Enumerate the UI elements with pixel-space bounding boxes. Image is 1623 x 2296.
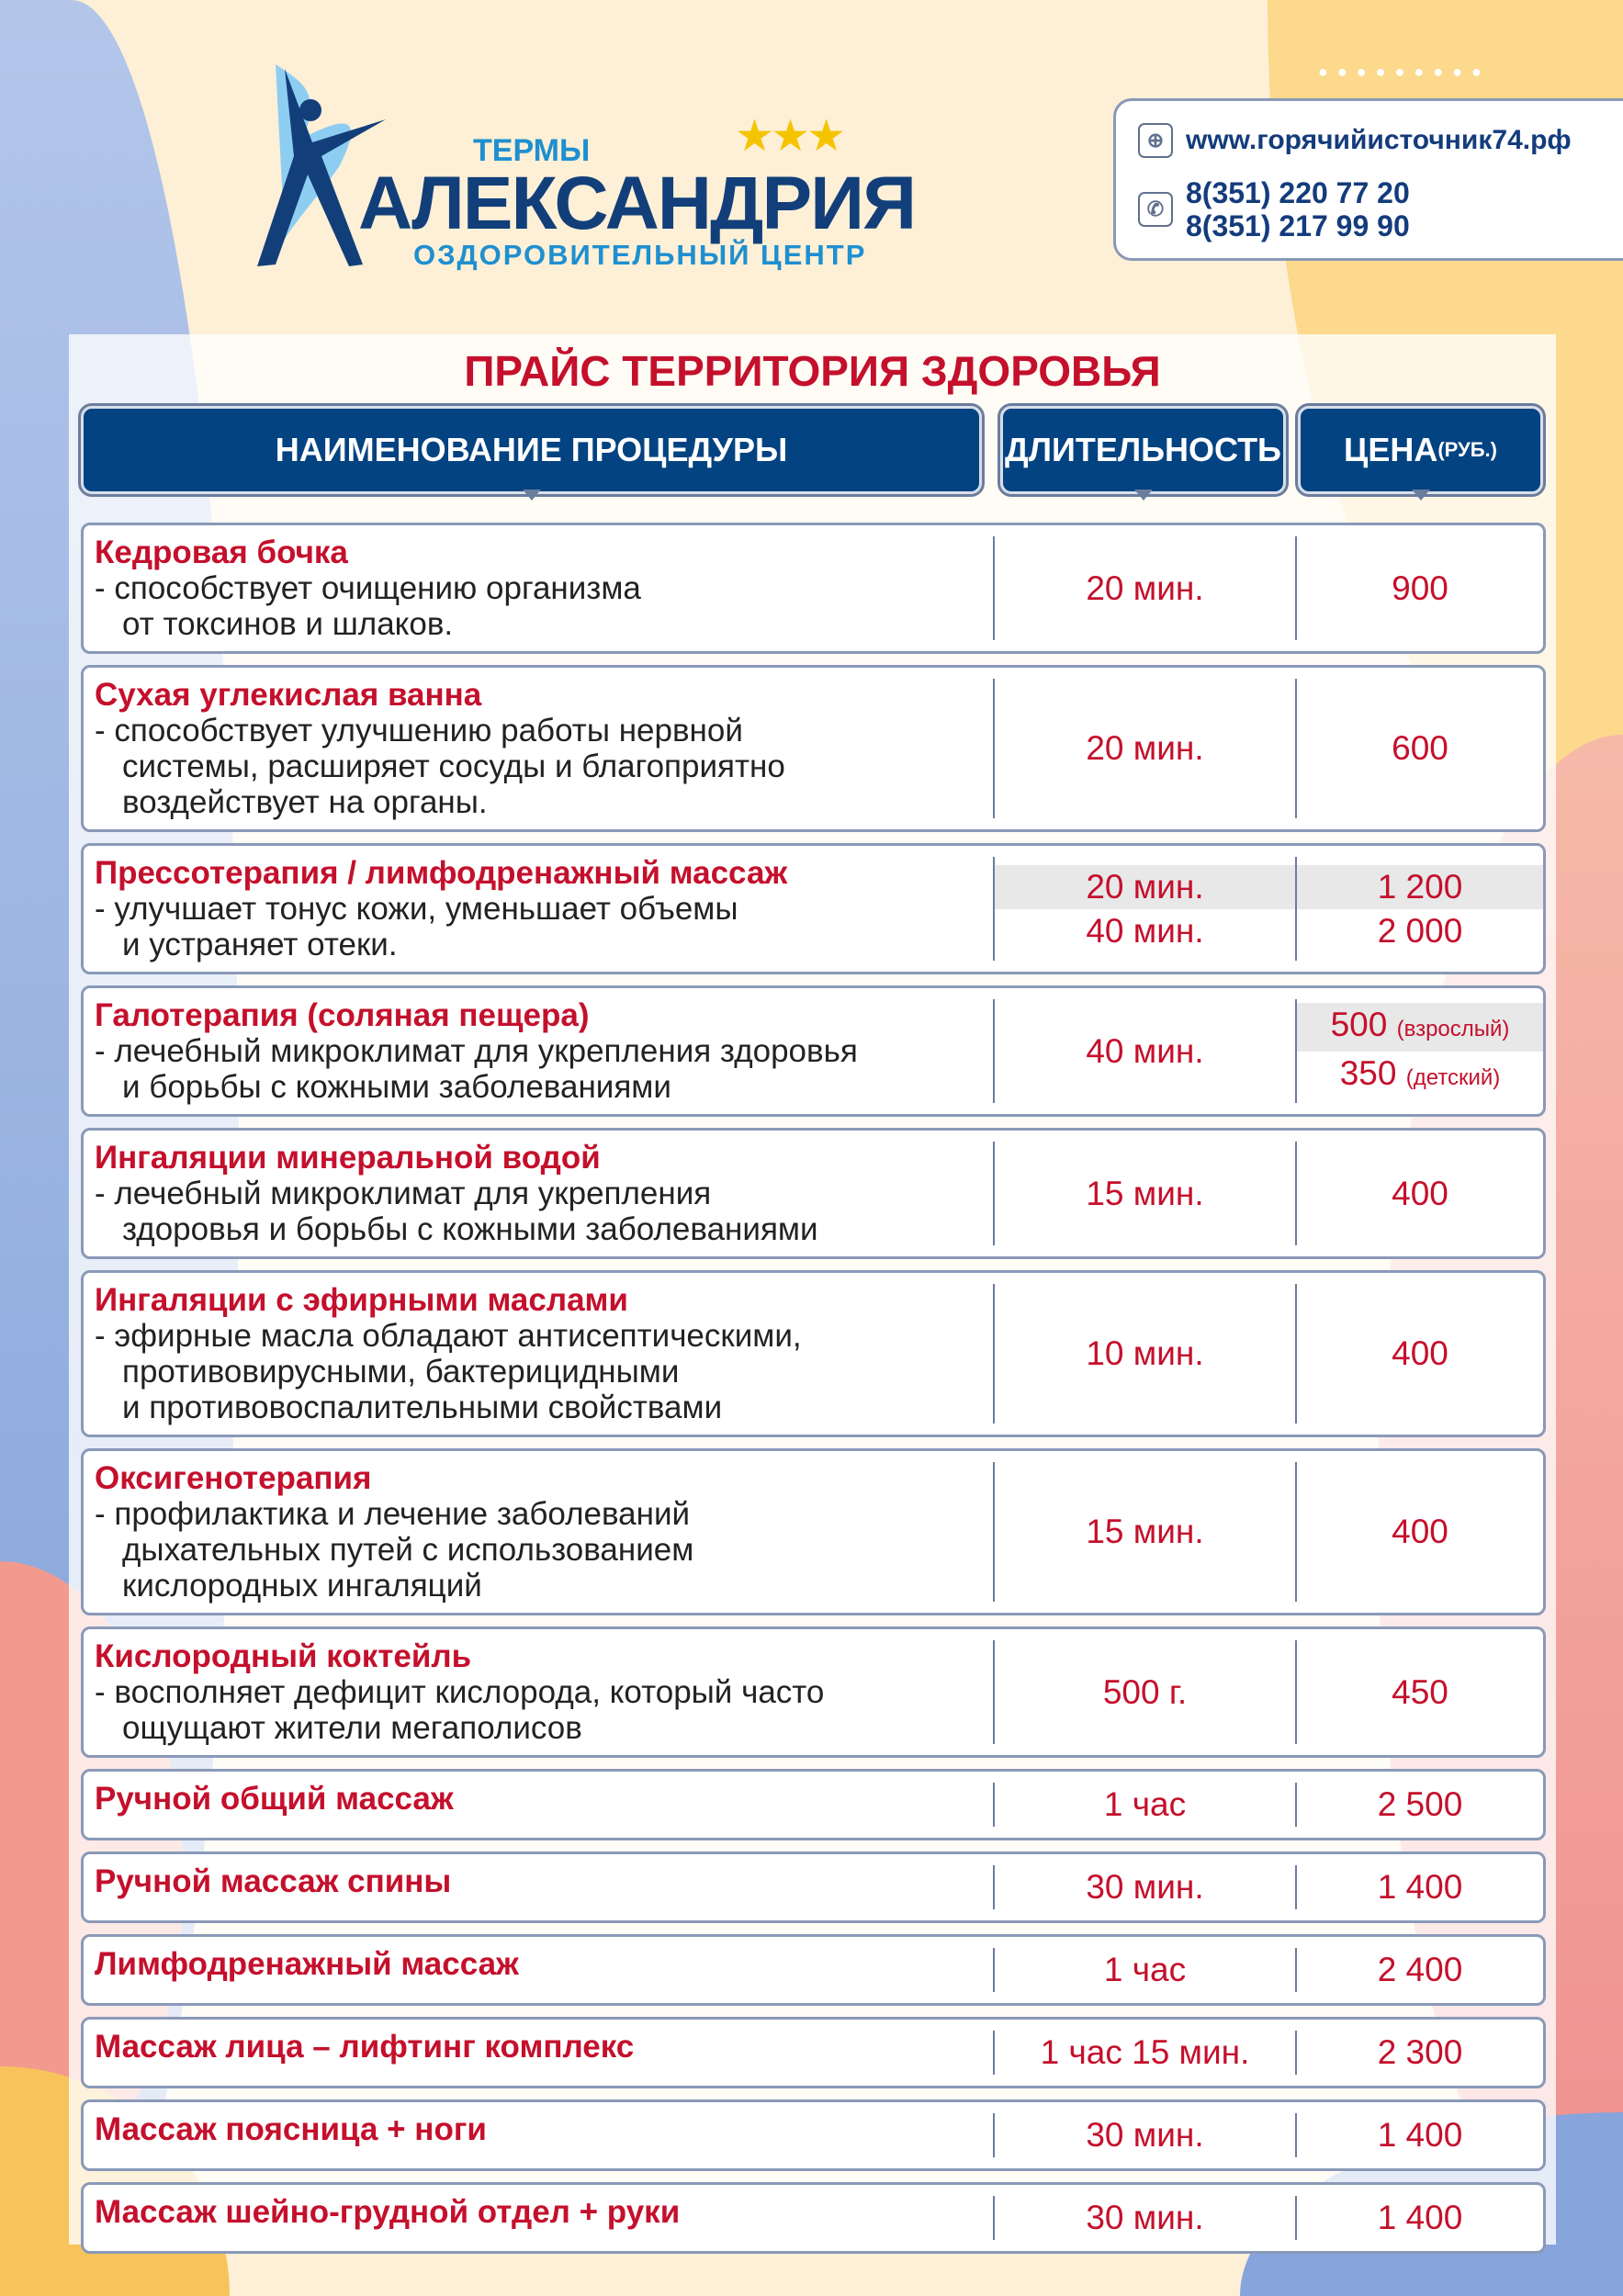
duration-value: 20 мин. [1086,729,1204,767]
procedure-cell [84,1131,993,1256]
price-entry [1297,1510,1543,1554]
price-cell [1295,1948,1543,1992]
procedure-name: Кедровая бочка [95,535,348,570]
price-value: 2 000 [1377,911,1463,950]
procedure-cell [84,1772,993,1838]
price-cell [1295,999,1543,1103]
price-value: 1 400 [1377,1868,1463,1906]
procedure-description: - улучшает тонус кожи, уменьшает объемы и устраняет отеки. [95,891,738,962]
price-table [81,523,1546,2254]
procedure-cell [84,1854,993,1920]
procedure-name: Галотерапия (соляная пещера) [95,997,590,1033]
procedure-name: Массаж лица – лифтинг комплекс [95,2029,635,2065]
price-value: 450 [1392,1672,1448,1711]
logo-brand: АЛЕКСАНДРИЯ [358,162,916,245]
contact-box [1113,98,1623,261]
price-value: 1 400 [1377,2199,1463,2236]
procedure-description: - способствует очищению организма от токсинов и шлаков. [95,570,641,642]
page-title: ПРАЙС ТЕРРИТОРИЯ ЗДОРОВЬЯ [464,347,1161,395]
header-price-label: ЦЕНА [1344,431,1438,468]
duration-cell [993,536,1295,640]
price-value: 500 [1330,1005,1388,1043]
table-row [81,1851,1546,1923]
logo-termy: ТЕРМЫ [473,133,591,168]
price-cell [1295,857,1543,961]
procedure-name: Лимфодренажный массаж [95,1946,519,1982]
price-cell [1295,1142,1543,1245]
table-row [81,985,1546,1117]
price-cell [1295,536,1543,640]
duration-cell [993,1783,1295,1827]
price-entry [1297,2196,1543,2240]
header-name [81,406,982,494]
procedure-description: - эфирные масла обладают антисептическими, противовирусными, бактерицидными и противовоспалительными свойствами [95,1318,802,1425]
duration-value: 30 мин. [1086,2199,1204,2236]
procedure-name: Ингаляции минеральной водой [95,1140,601,1176]
phone-2[interactable]: 8(351) 217 99 90 [1186,209,1410,242]
price-value: 2 300 [1377,2033,1463,2071]
duration-value: 15 мин. [1086,1513,1204,1550]
price-cell [1295,1462,1543,1602]
procedure-cell [84,1451,993,1613]
price-value: 400 [1392,1513,1448,1550]
price-entry [1297,1671,1543,1715]
price-cell [1295,1284,1543,1424]
price-entry [1297,1948,1543,1992]
price-cell [1295,2196,1543,2240]
price-value: 1 400 [1377,2116,1463,2154]
price-cell [1295,1640,1543,1744]
duration-value: 40 мин. [1086,911,1204,950]
header-price-unit: (РУБ.) [1437,438,1497,461]
procedure-cell [84,988,993,1114]
price-value: 2 400 [1377,1951,1463,1988]
price-entry [1297,726,1543,771]
duration-cell [993,1142,1295,1245]
price-entry [1297,1052,1543,1100]
table-row [81,1448,1546,1615]
table-row [81,523,1546,654]
procedure-name: Кислородный коктейль [95,1638,472,1674]
logo-subtitle: ОЗДОРОВИТЕЛЬНЫЙ ЦЕНТР [413,239,867,271]
procedure-name: Оксигенотерапия [95,1460,372,1496]
price-entry [1297,1783,1543,1827]
table-row [81,1128,1546,1259]
price-value: 2 500 [1377,1785,1463,1823]
duration-value: 40 мин. [1086,1031,1204,1070]
procedure-description: - восполняет дефицит кислорода, который часто ощущают жители мегаполисов [95,1674,825,1746]
procedure-name: Массаж поясница + ноги [95,2111,487,2147]
duration-value: 20 мин. [1086,568,1204,607]
duration-value: 15 мин. [1086,1174,1204,1212]
price-entry [1297,1172,1543,1216]
price-entry [1297,909,1543,953]
procedure-cell [84,1937,993,2003]
procedure-cell [84,668,993,829]
duration-cell [993,857,1295,961]
duration-cell [993,2196,1295,2240]
decor-dots: ●●●●●●●●● [1318,62,1491,81]
procedure-cell [84,846,993,972]
duration-value: 1 час [1103,1785,1187,1823]
duration-value: 30 мин. [1086,1868,1204,1906]
duration-value: 1 час [1103,1951,1187,1988]
globe-icon: ⊕ [1138,123,1173,158]
procedure-description: - способствует улучшению работы нервной системы, расширяет сосуды и благоприятно воздействует на органы. [95,713,785,820]
procedure-cell [84,2102,993,2168]
duration-cell [993,999,1295,1103]
table-row [81,2099,1546,2171]
price-cell [1295,1865,1543,1909]
price-entry [1297,865,1543,909]
price-entry [1297,567,1543,611]
header-price [1298,406,1543,494]
price-value: 400 [1392,1174,1448,1212]
duration-value: 30 мин. [1086,2116,1204,2154]
price-value: 600 [1392,729,1448,767]
procedure-description: - лечебный микроклимат для укрепления здоровья и борьбы с кожными заболеваниями [95,1033,858,1105]
procedure-name: Прессотерапия / лимфодренажный массаж [95,855,788,891]
price-entry [1297,1003,1543,1052]
table-row [81,1626,1546,1758]
table-row [81,2182,1546,2254]
price-note: (взрослый) [1396,1016,1510,1041]
price-entry [1297,2113,1543,2157]
duration-cell [993,1948,1295,1992]
procedure-cell [84,1629,993,1755]
price-entry [1297,1332,1543,1376]
price-value: 1 200 [1377,867,1463,906]
price-value: 900 [1392,568,1448,607]
price-value: 350 [1339,1053,1397,1092]
duration-value: 10 мин. [1086,1334,1204,1372]
header-duration-label: ДЛИТЕЛЬНОСТЬ [1005,431,1281,468]
table-row [81,1270,1546,1437]
phone-1[interactable]: 8(351) 220 77 20 [1186,176,1410,209]
procedure-cell [84,525,993,651]
procedure-description: - профилактика и лечение заболеваний дыхательных путей с использованием кислородных ингаляций [95,1496,694,1604]
duration-cell [993,2031,1295,2075]
duration-value: 1 час 15 мин. [1040,2033,1250,2071]
procedure-name: Ингаляции с эфирными маслами [95,1282,628,1318]
duration-value: 20 мин. [995,865,1295,909]
price-panel [69,334,1556,2245]
duration-value: 500 г. [1102,1672,1188,1711]
table-row [81,2017,1546,2088]
price-entry [1297,2031,1543,2075]
website-link[interactable]: www.горячийисточник74.рф [1186,125,1572,155]
price-cell [1295,2113,1543,2157]
header-duration [1000,406,1286,494]
procedure-name: Ручной общий массаж [95,1781,454,1817]
table-row [81,1934,1546,2006]
duration-cell [993,679,1295,818]
procedure-cell [84,2185,993,2251]
header-name-label: НАИМЕНОВАНИЕ ПРОЦЕДУРЫ [275,431,788,468]
table-row [81,1769,1546,1840]
procedure-name: Массаж шейно-грудной отдел + руки [95,2194,681,2230]
duration-cell [993,1640,1295,1744]
price-note: (детский) [1405,1064,1501,1090]
procedure-name: Ручной массаж спины [95,1863,452,1899]
price-entry [1297,1865,1543,1909]
price-cell [1295,679,1543,818]
procedure-name: Сухая углекислая ванна [95,677,482,713]
duration-cell [993,1865,1295,1909]
procedure-cell [84,2020,993,2086]
logo [248,55,916,285]
duration-cell [993,1284,1295,1424]
price-cell [1295,1783,1543,1827]
price-cell [1295,2031,1543,2075]
table-row [81,665,1546,832]
stars-icon: ★★★ [735,112,843,161]
procedure-cell [84,1273,993,1435]
procedure-description: - лечебный микроклимат для укрепления здоровья и борьбы с кожными заболеваниями [95,1176,818,1247]
phone-icon: ✆ [1138,192,1173,227]
table-row [81,843,1546,974]
duration-cell [993,1462,1295,1602]
duration-cell [993,2113,1295,2157]
price-value: 400 [1392,1334,1448,1372]
